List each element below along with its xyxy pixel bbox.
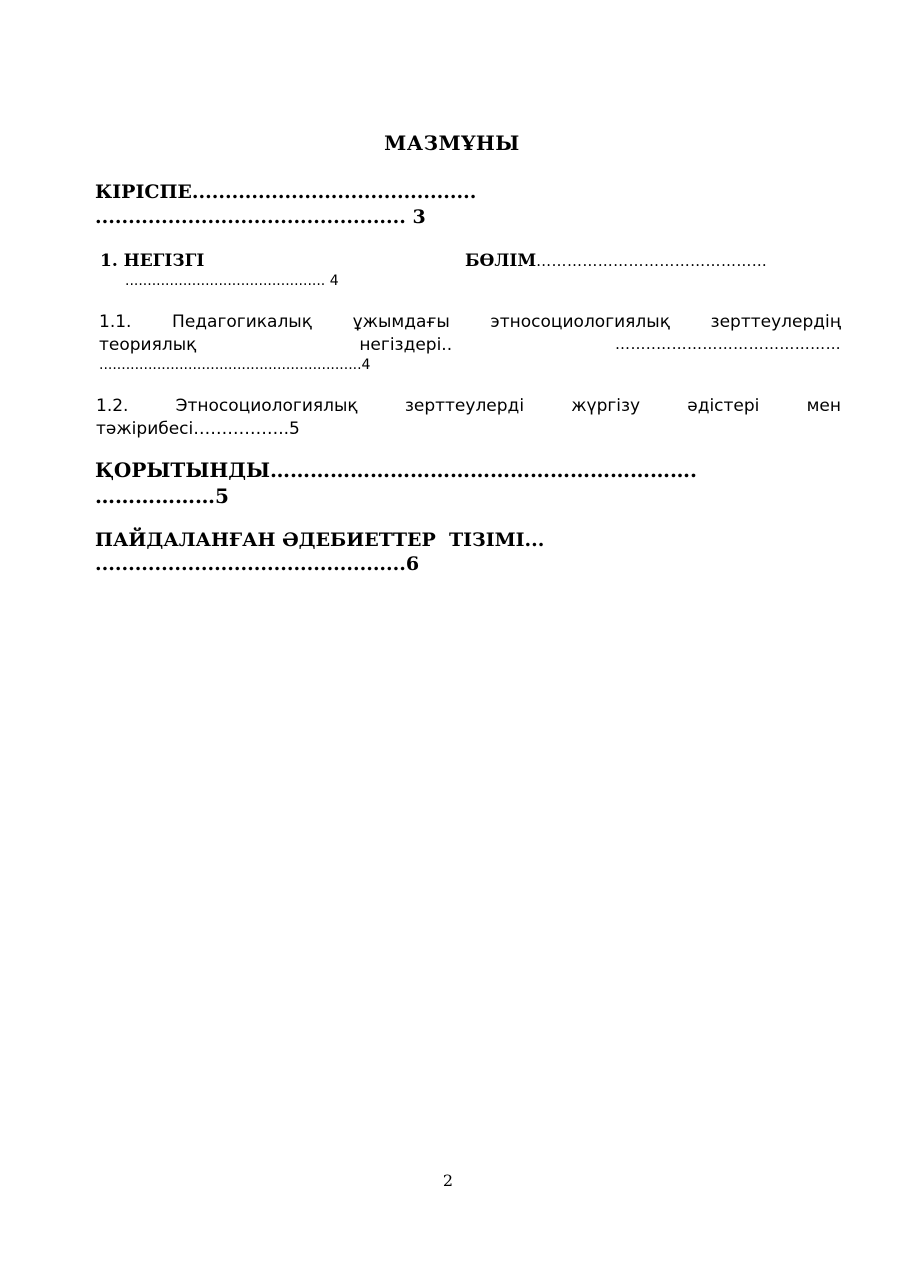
toc-main-part-word: БӨЛІМ — [465, 251, 537, 271]
toc-references-line-1: ПАЙДАЛАНҒАН ӘДЕБИЕТТЕР ТІЗІМІ... — [95, 529, 545, 551]
toc-word: негіздері.. — [359, 335, 453, 355]
toc-conclusion-line-2: ………………5 — [95, 484, 229, 508]
toc-section-1-1-row-1 — [99, 312, 841, 332]
toc-main-part-line-2: ............................................. 4 — [125, 273, 339, 289]
toc-word: зерттеулерді — [404, 396, 525, 416]
toc-section-1-2-line-2: тәжірибесі……………..5 — [96, 419, 300, 439]
toc-intro-line-2: ............................................... 3 — [95, 206, 426, 228]
toc-word: теориялық — [99, 335, 197, 355]
toc-word: ұжымдағы — [352, 312, 450, 332]
page-number: 2 — [442, 1171, 454, 1190]
toc-word: зерттеулердің — [710, 312, 841, 332]
toc-section-1-1-row-2 — [99, 335, 841, 355]
toc-word: әдістері — [687, 396, 760, 416]
page-title: МАЗМҰНЫ — [384, 131, 520, 155]
toc-main-part-number-word: 1. НЕГІЗГІ — [100, 251, 205, 271]
toc-section-1-1-line-3: ...........................................................4 — [99, 357, 371, 373]
toc-conclusion-line-1: ҚОРЫТЫНДЫ………………………………………………………. — [95, 458, 698, 482]
toc-word: мен — [806, 396, 841, 416]
toc-main-part-dots: ……………………………………… — [536, 252, 768, 270]
toc-word: 1.2. — [96, 396, 129, 416]
toc-word: Этносоциологиялық — [175, 396, 358, 416]
toc-intro-line-1: КІРІСПЕ........................................... — [95, 181, 477, 203]
toc-references-line-2: ...............................................6 — [95, 553, 420, 575]
toc-word: этносоциологиялық — [490, 312, 670, 332]
toc-main-part-title-row — [465, 251, 767, 271]
toc-word: жүргізу — [571, 396, 641, 416]
toc-dots: ……..……………………………… — [615, 335, 841, 353]
toc-word: Педагогикалық — [172, 312, 312, 332]
toc-word: 1.1. — [99, 312, 132, 332]
toc-section-1-2-row-1 — [96, 396, 841, 416]
